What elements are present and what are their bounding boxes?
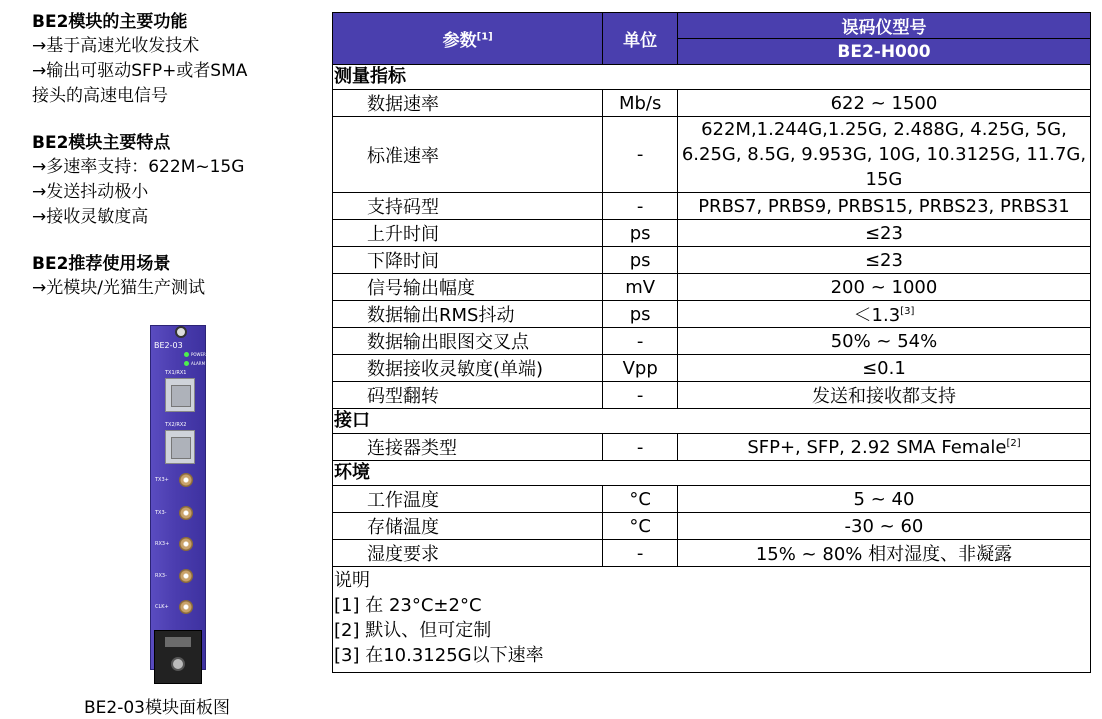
value-text: -30 ~ 60: [844, 515, 924, 537]
group-title: 环境: [333, 461, 1091, 486]
group-row: [333, 461, 1091, 486]
param-cell: 码型翻转: [333, 382, 603, 409]
scenario-line: →光模块/光猫生产测试: [32, 278, 205, 298]
param-cell: 数据输出眼图交叉点: [333, 328, 603, 355]
note-line: [2] 默认、但可定制: [334, 620, 492, 641]
table-row: [333, 220, 1091, 247]
value-cell: [677, 355, 1090, 382]
header-row: [333, 13, 1091, 39]
unit-cell: -: [603, 193, 678, 220]
group-title: 测量指标: [333, 65, 1091, 90]
unit-cell: Vpp: [603, 355, 678, 382]
features-section: [32, 131, 322, 230]
param-cell: 数据速率: [333, 90, 603, 117]
unit-cell: °C: [603, 513, 678, 540]
port2-label: TX2/RX2: [165, 422, 187, 428]
port1-label: TX1/RX1: [165, 370, 187, 376]
value-cell: [677, 117, 1090, 193]
table-row: [333, 486, 1091, 513]
table-row: [333, 90, 1091, 117]
param-cell: 工作温度: [333, 486, 603, 513]
sma-label: TX3-: [155, 510, 167, 516]
unit-cell: -: [603, 382, 678, 409]
alarm-led-label: ALARM: [191, 361, 206, 366]
sma-connector-icon: [179, 569, 193, 583]
functions-section: [32, 10, 322, 109]
functions-line: →基于高速光收发技术: [32, 36, 200, 56]
value-cell: [677, 540, 1090, 567]
sma-connector-icon: [179, 506, 193, 520]
value-footnote: [2]: [1006, 437, 1021, 449]
value-cell: [677, 193, 1090, 220]
unit-cell: -: [603, 328, 678, 355]
panel-caption: BE2-03模块面板图: [84, 698, 230, 718]
value-text: ≤23: [864, 249, 903, 271]
value-footnote: [3]: [900, 306, 915, 317]
param-cell: 存储温度: [333, 513, 603, 540]
unit-cell: mV: [603, 274, 678, 301]
param-cell: 连接器类型: [333, 434, 603, 461]
value-text: SFP+, SFP, 2.92 SMA Female: [747, 436, 1007, 458]
note-line: [1] 在 23°C±2°C: [334, 595, 482, 616]
panel-handle-icon: [154, 630, 202, 684]
value-text: 622 ~ 1500: [830, 92, 938, 114]
param-cell: 信号输出幅度: [333, 274, 603, 301]
param-cell: 支持码型: [333, 193, 603, 220]
unit-header: 单位: [603, 13, 678, 65]
unit-cell: -: [603, 117, 678, 193]
module-panel: [150, 325, 206, 670]
sma-label: RX3+: [155, 541, 170, 547]
note-line: 说明: [334, 570, 370, 591]
sma-label: RX3-: [155, 573, 167, 579]
group-row: [333, 409, 1091, 434]
value-cell: [677, 90, 1090, 117]
table-row: [333, 274, 1091, 301]
unit-cell: ps: [603, 301, 678, 328]
sfp-port-icon: [165, 430, 195, 464]
table-row: [333, 247, 1091, 274]
table-row: [333, 117, 1091, 193]
param-header-sup: [1]: [476, 31, 493, 43]
value-text: PRBS7, PRBS9, PRBS15, PRBS23, PRBS31: [698, 195, 1070, 217]
param-cell: 上升时间: [333, 220, 603, 247]
features-title: BE2模块主要特点: [32, 133, 171, 153]
module-panel-image: [150, 325, 206, 685]
value-text: ＜1.3: [853, 305, 901, 326]
note-line: [3] 在10.3125G以下速率: [334, 645, 544, 666]
value-text: ≤23: [864, 222, 903, 244]
group-row: [333, 65, 1091, 90]
panel-model-label: BE2-03: [154, 341, 183, 350]
left-column: [32, 10, 322, 323]
value-cell: [677, 247, 1090, 274]
value-cell: [677, 301, 1090, 328]
param-cell: 下降时间: [333, 247, 603, 274]
sma-connector-icon: [179, 537, 193, 551]
param-cell: 数据输出RMS抖动: [333, 301, 603, 328]
sma-connector-icon: [179, 600, 193, 614]
model-title-header: 误码仪型号: [677, 13, 1090, 39]
spec-table: [332, 12, 1091, 673]
param-cell: 湿度要求: [333, 540, 603, 567]
param-header: [333, 13, 603, 65]
value-text: 15% ~ 80% 相对湿度、非凝露: [755, 544, 1013, 565]
table-row: [333, 434, 1091, 461]
alarm-led-icon: [184, 361, 189, 366]
table-row: [333, 355, 1091, 382]
value-text: 622M,1.244G,1.25G, 2.488G, 4.25G, 5G, 6.25G, 8.5G, 9.953G, 10G, 10.3125G, 11.7G, 15G: [681, 119, 1087, 190]
unit-cell: °C: [603, 486, 678, 513]
value-cell: [677, 274, 1090, 301]
value-cell: [677, 328, 1090, 355]
table-row: [333, 301, 1091, 328]
power-led-label: POWER: [191, 352, 206, 357]
sma-label: TX3+: [155, 477, 169, 483]
unit-cell: Mb/s: [603, 90, 678, 117]
scenario-section: [32, 252, 322, 301]
unit-cell: ps: [603, 220, 678, 247]
param-cell: 数据接收灵敏度(单端): [333, 355, 603, 382]
table-row: [333, 382, 1091, 409]
power-led-icon: [184, 352, 189, 357]
param-cell: 标准速率: [333, 117, 603, 193]
sma-label: CLK+: [155, 604, 169, 610]
table-row: [333, 540, 1091, 567]
value-cell: [677, 434, 1090, 461]
value-cell: [677, 486, 1090, 513]
table-row: [333, 193, 1091, 220]
features-line: →接收灵敏度高: [32, 207, 149, 227]
functions-title: BE2模块的主要功能: [32, 12, 188, 32]
unit-cell: ps: [603, 247, 678, 274]
value-cell: [677, 220, 1090, 247]
model-header: BE2-H000: [677, 39, 1090, 65]
value-text: 200 ~ 1000: [830, 276, 938, 298]
notes-cell: [333, 567, 1091, 673]
functions-line: →输出可驱动SFP+或者SMA: [32, 61, 248, 81]
value-text: ≤0.1: [862, 357, 906, 379]
value-text: 50% ~ 54%: [830, 330, 938, 352]
unit-cell: -: [603, 434, 678, 461]
value-cell: [677, 382, 1090, 409]
functions-line: 接头的高速电信号: [32, 86, 168, 106]
sma-connector-icon: [179, 473, 193, 487]
value-text: 发送和接收都支持: [811, 386, 956, 407]
screw-icon: [175, 326, 187, 338]
unit-cell: -: [603, 540, 678, 567]
value-cell: [677, 513, 1090, 540]
features-line: →多速率支持：622M~15G: [32, 157, 245, 177]
sfp-port-icon: [165, 378, 195, 412]
group-title: 接口: [333, 409, 1091, 434]
notes-row: [333, 567, 1091, 673]
param-header-label: 参数: [442, 31, 477, 51]
scenario-title: BE2推荐使用场景: [32, 254, 171, 274]
value-text: 5 ~ 40: [853, 488, 915, 510]
table-row: [333, 328, 1091, 355]
features-line: →发送抖动极小: [32, 182, 149, 202]
table-row: [333, 513, 1091, 540]
table-body: [333, 65, 1091, 673]
